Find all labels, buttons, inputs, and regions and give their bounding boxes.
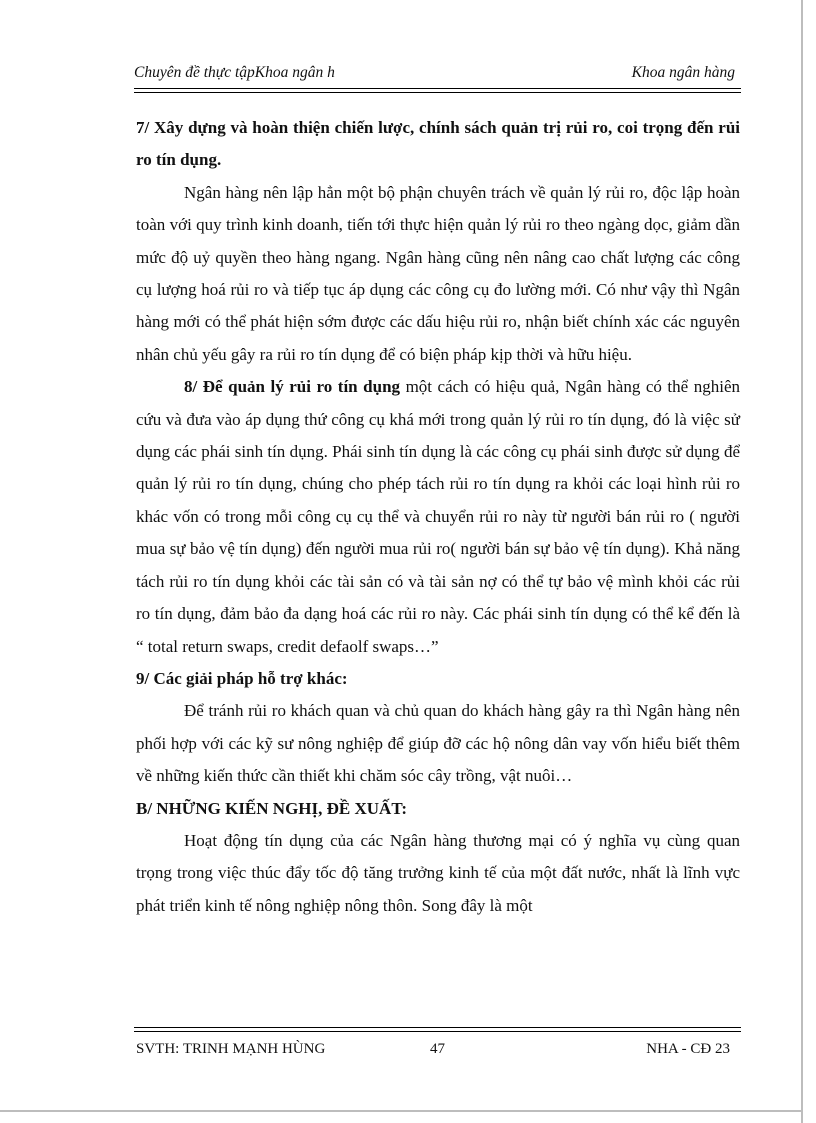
page-edge-bottom: [0, 1110, 803, 1112]
header-left-title: Chuyên đề thực tậpKhoa ngân h: [134, 64, 335, 81]
document-body: [136, 112, 740, 922]
footer-divider: [134, 1027, 741, 1032]
page-edge-right: [801, 0, 803, 1123]
section-heading-b: B/ NHỮNG KIẾN NGHỊ, ĐỀ XUẤT:: [136, 798, 408, 818]
footer-page-number: 47: [430, 1041, 445, 1057]
footer-student-name: SVTH: TRINH MẠNH HÙNG: [136, 1041, 326, 1057]
paragraph-support-solutions: Để tránh rủi ro khách quan và chủ quan do khách hàng gây ra thì Ngân hàng nên phối hợp với các kỹ sư nông nghiệp để giúp đỡ các hộ nông dân vay vốn hiểu biết thêm về những kiến thức cần thiết khi chăm sóc cây trồng, vật nuôi…: [136, 701, 740, 786]
section-heading-7: 7/ Xây dựng và hoàn thiện chiến lược, chính sách quản trị rủi ro, coi trọng đến rủi ro tín dụng.: [136, 118, 740, 170]
header-right-title: Khoa ngân hàng: [631, 64, 735, 81]
page-header: [134, 62, 741, 86]
paragraph-credit-derivatives-text: một cách có hiệu quả, Ngân hàng có thể nghiên cứu và đưa vào áp dụng thứ công cụ khá mới trong quản lý rủi ro tín dụng, đó là việc sử dụng các phái sinh tín dụng. Phái sinh tín dụng là các công cụ phái sinh được sử dụng để quản lý rủi ro tín dụng, chúng cho phép tách rủi ro tín dụng ra khỏi các loại hình rủi ro khác vốn có trong mỗi công cụ cụ thể và chuyển rủi ro này từ người bán rủi ro ( người mua sự bảo vệ tín dụng) đến người mua rủi ro( người bán sự bảo vệ tín dụng). Khả năng tách rủi ro tín dụng khỏi các tài sản có và tài sản nợ có thể tự bảo vệ mình khỏi các rủi ro tín dụng, đảm bảo đa dạng hoá các rủi ro này. Các phái sinh tín dụng có thể kể đến là “ total return swaps, credit defaolf swaps…”: [136, 377, 740, 656]
section-heading-9: 9/ Các giải pháp hỗ trợ khác:: [136, 668, 348, 688]
paragraph-credit-derivatives: [136, 371, 740, 663]
paragraph-risk-department: Ngân hàng nên lập hẳn một bộ phận chuyên trách về quản lý rủi ro, độc lập hoàn toàn với quy trình kinh doanh, tiến tới thực hiện quản lý rủi ro theo ngàng dọc, giảm dần mức độ uỷ quyền theo hàng ngang. Ngân hàng cũng nên nâng cao chất lượng các công cụ lượng hoá rủi ro và tiếp tục áp dụng các công cụ đo lường mới. Có như vậy thì Ngân hàng mới có thể phát hiện sớm được các dấu hiệu rủi ro, nhận biết chính xác các nguyên nhân chủ yếu gây ra rủi ro tín dụng để có biện pháp kịp thời và hữu hiệu.: [136, 182, 740, 364]
footer-class-code: NHA - CĐ 23: [646, 1041, 730, 1057]
header-divider: [134, 88, 741, 93]
section-heading-8: 8/ Để quản lý rủi ro tín dụng: [184, 377, 401, 397]
paragraph-recommendations: Hoạt động tín dụng của các Ngân hàng thương mại có ý nghĩa vụ cùng quan trọng trong việc thúc đẩy tốc độ tăng trưởng kinh tế của một đất nước, nhất là lĩnh vực phát triển kinh tế nông nghiệp nông thôn. Song đây là một: [136, 830, 740, 915]
